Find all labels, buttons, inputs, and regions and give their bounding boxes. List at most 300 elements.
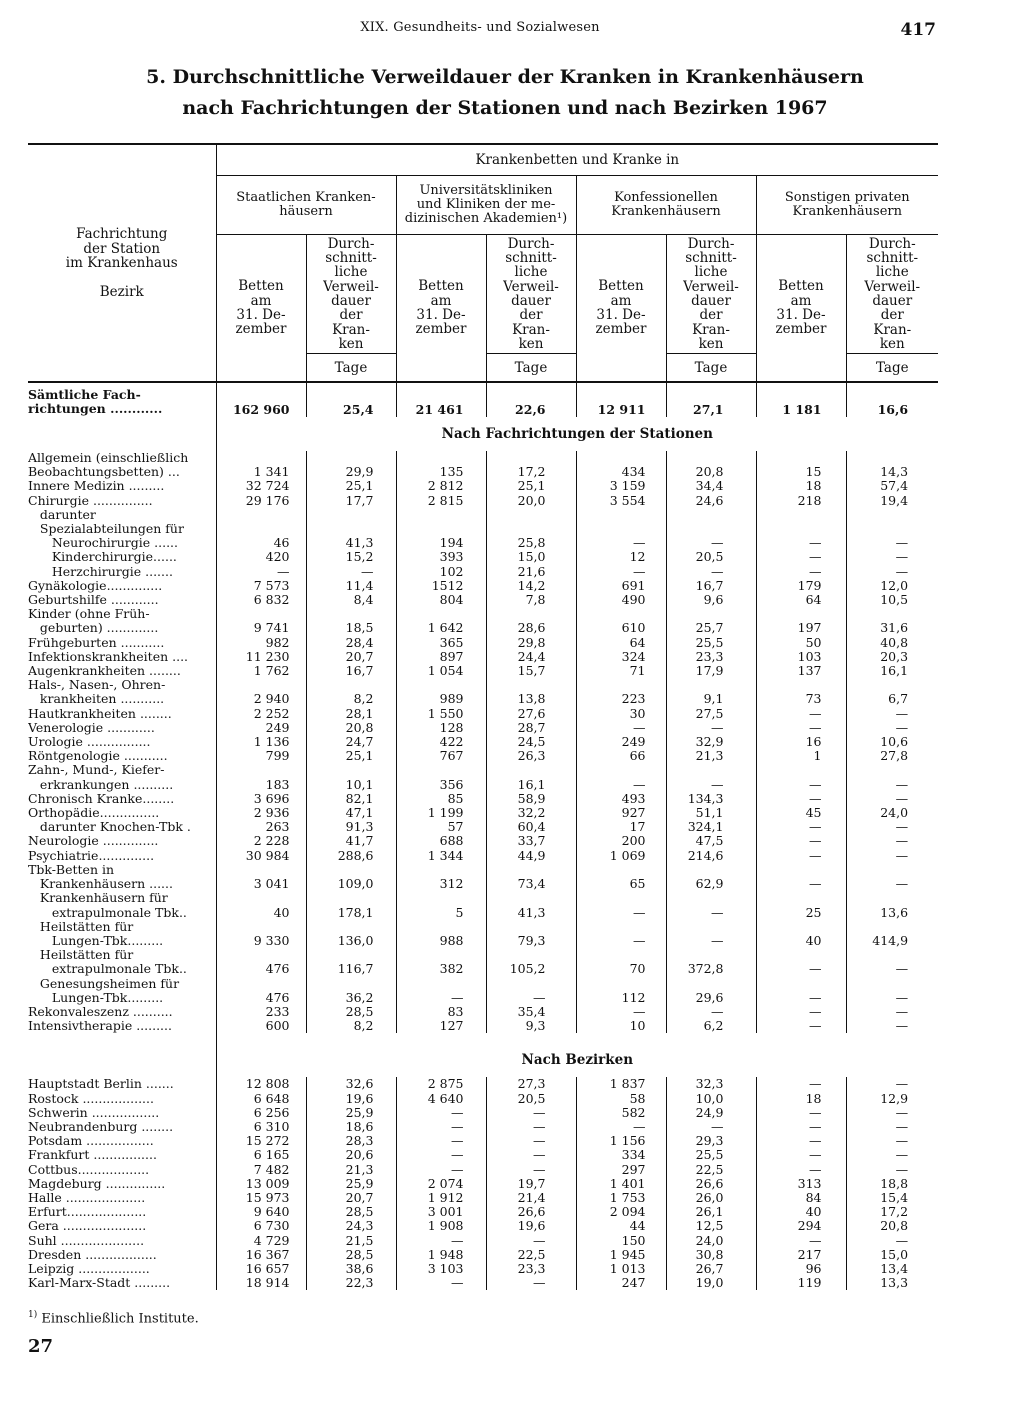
verweildauer-header: [846, 235, 938, 354]
row-label-text: erkrankungen ..........: [28, 777, 174, 792]
value-cell: 20,0: [486, 494, 576, 508]
value-cell: 1 912: [396, 1191, 486, 1205]
value-cell: [216, 607, 306, 621]
value-cell: 6 256: [253, 1104, 290, 1120]
header-line: Durch-: [507, 235, 555, 252]
header-line: liche: [514, 264, 548, 281]
value-cell: 6 310: [253, 1118, 290, 1134]
value-cell: 493: [576, 792, 666, 806]
value-cell: —: [756, 1019, 846, 1033]
value-cell: 10,6: [846, 735, 938, 749]
value-cell: 324,1: [666, 820, 756, 834]
value-cell: 32 724: [245, 478, 290, 494]
value-cell: 356: [396, 778, 486, 792]
table-row: [28, 1205, 938, 1219]
row-label-text: Erfurt....................: [28, 1205, 147, 1220]
value-cell: 8,4: [306, 593, 396, 607]
row-label: [28, 664, 216, 678]
value-cell: —: [846, 820, 938, 834]
table-row: [28, 650, 938, 664]
title-line-2: nach Fachrichtungen der Stationen und nach Bezirken 1967: [182, 97, 828, 119]
row-label-text: Herzchirurgie .......: [28, 564, 173, 579]
value-cell: —: [756, 792, 846, 806]
value-cell: 35,4: [486, 1005, 576, 1019]
value-cell: 393: [396, 550, 486, 564]
table-row: [28, 579, 938, 593]
value-cell: [486, 891, 576, 905]
value-cell: 688: [396, 834, 486, 848]
header-line: ken: [338, 335, 364, 352]
value-cell: 2 228: [253, 833, 290, 849]
value-cell: —: [846, 1148, 938, 1162]
stub-header-line: Bezirk: [99, 283, 144, 300]
row-label: [28, 636, 216, 650]
table-row: [28, 735, 938, 749]
value-cell: [396, 522, 486, 536]
value-cell: 24,4: [486, 650, 576, 664]
row-label: [28, 1148, 216, 1162]
value-cell: 15,2: [306, 550, 396, 564]
value-cell: [756, 508, 846, 522]
value-cell: 18,6: [306, 1120, 396, 1134]
unit-tage: Tage: [306, 354, 396, 383]
value-cell: [666, 607, 756, 621]
value-cell: 41,3: [306, 536, 396, 550]
value-cell: —: [756, 849, 846, 863]
value-cell: 263: [265, 819, 290, 835]
header-line: ken: [879, 335, 905, 352]
row-label-text: Infektionskrankheiten ....: [28, 649, 189, 664]
table-row: [28, 494, 938, 508]
table-row: [28, 962, 938, 976]
value-cell: 476: [265, 989, 290, 1005]
header-line: dauer: [511, 293, 551, 309]
value-cell: 15,4: [846, 1191, 938, 1205]
row-label: [28, 678, 216, 692]
value-cell: 24,3: [306, 1219, 396, 1233]
header-line: dauer: [872, 293, 913, 309]
value-cell: 135: [396, 465, 486, 479]
value-cell: 28,6: [486, 621, 576, 635]
table-row: [28, 749, 938, 763]
value-cell: [756, 977, 846, 991]
row-label-text: Lungen-Tbk.........: [28, 990, 164, 1005]
value-cell: [756, 678, 846, 692]
value-cell: 82,1: [306, 792, 396, 806]
value-cell: [576, 451, 666, 465]
row-label: [28, 1005, 216, 1019]
row-label-text: Neurologie ..............: [28, 834, 159, 849]
value-cell: 600: [265, 1018, 290, 1034]
value-cell: [396, 451, 486, 465]
row-label: [28, 593, 216, 607]
table-row: [28, 1019, 938, 1033]
header-line: 31. De-: [236, 307, 286, 323]
table-row: [28, 664, 938, 678]
row-label-text: Psychiatrie..............: [28, 848, 155, 863]
value-cell: 14,3: [846, 465, 938, 479]
value-cell: 15,0: [846, 1248, 938, 1262]
value-cell: 21,3: [666, 749, 756, 763]
table-row: [28, 948, 938, 962]
total-label: [28, 382, 216, 417]
unit-tage: Tage: [486, 354, 576, 383]
value-cell: —: [576, 778, 666, 792]
row-label-text: Krankenhäusern ......: [28, 877, 173, 892]
value-cell: —: [486, 1120, 576, 1134]
value-cell: [846, 508, 938, 522]
row-label-text: Intensivtherapie .........: [28, 1019, 172, 1034]
row-label: [28, 692, 216, 706]
value-cell: 324: [576, 650, 666, 664]
value-cell: 14,2: [486, 579, 576, 593]
value-cell: [846, 763, 938, 777]
value-cell: [756, 522, 846, 536]
table-row: [28, 806, 938, 820]
row-label-text: Halle ....................: [28, 1190, 146, 1205]
value-cell: —: [756, 1077, 846, 1091]
value-cell: —: [756, 778, 846, 792]
table-row: [28, 1134, 938, 1148]
value-cell: [846, 948, 938, 962]
value-cell: [486, 607, 576, 621]
value-cell: [306, 508, 396, 522]
value-cell: 20,8: [306, 721, 396, 735]
row-label-text: Spezialabteilungen für: [28, 522, 184, 537]
row-label: [28, 792, 216, 806]
spacer-row: [28, 1033, 938, 1043]
value-cell: 51,1: [666, 806, 756, 820]
table-row: [28, 678, 938, 692]
value-cell: 12,9: [846, 1092, 938, 1106]
value-cell: [396, 891, 486, 905]
value-cell: —: [846, 1134, 938, 1148]
value-cell: 382: [396, 962, 486, 976]
value-cell: 2 940: [253, 691, 290, 707]
value-cell: 476: [265, 961, 290, 977]
value-cell: —: [666, 906, 756, 920]
row-label: [28, 1106, 216, 1120]
value-cell: 134,3: [666, 792, 756, 806]
value-cell: 288,6: [306, 849, 396, 863]
row-label-text: Suhl .....................: [28, 1233, 145, 1248]
value-cell: [306, 891, 396, 905]
header-line: dauer: [691, 293, 731, 309]
value-cell: 27,6: [486, 707, 576, 721]
value-cell: [486, 508, 576, 522]
row-label: [28, 494, 216, 508]
value-cell: 26,0: [666, 1191, 756, 1205]
value-cell: —: [846, 1077, 938, 1091]
row-label: [28, 1077, 216, 1091]
value-cell: 10,0: [666, 1092, 756, 1106]
footnote: [28, 1310, 199, 1326]
value-cell: —: [666, 778, 756, 792]
row-label: [28, 650, 216, 664]
value-cell: 247: [576, 1276, 666, 1290]
value-cell: 27,3: [486, 1077, 576, 1091]
value-cell: —: [756, 877, 846, 891]
value-cell: 249: [576, 735, 666, 749]
section-stub: [28, 417, 216, 451]
table-row: [28, 977, 938, 991]
value-cell: 1 642: [396, 621, 486, 635]
value-cell: —: [666, 1005, 756, 1019]
value-cell: 2 812: [396, 479, 486, 493]
value-cell: 313: [756, 1177, 846, 1191]
value-cell: 490: [576, 593, 666, 607]
header-line: am: [610, 292, 632, 309]
value-cell: [396, 763, 486, 777]
row-label-text: Kinder (ohne Früh-: [28, 607, 150, 622]
value-cell: 28,1: [306, 707, 396, 721]
value-cell: —: [846, 849, 938, 863]
value-cell: 989: [396, 692, 486, 706]
value-cell: 40: [273, 904, 290, 920]
value-cell: 19,7: [486, 1177, 576, 1191]
row-label: [28, 565, 216, 579]
header-line: 31. De-: [776, 307, 826, 323]
value-cell: [666, 451, 756, 465]
value-cell: 47,1: [306, 806, 396, 820]
value-cell: —: [486, 1148, 576, 1162]
table-row: [28, 550, 938, 564]
value-cell: 50: [756, 636, 846, 650]
value-cell: —: [846, 536, 938, 550]
stub-header-line: Fachrichtung: [76, 226, 168, 242]
table-row: [28, 863, 938, 877]
header-line: 31. De-: [596, 307, 646, 323]
value-cell: 29,8: [486, 636, 576, 650]
value-cell: —: [396, 991, 486, 1005]
table-row: [28, 891, 938, 905]
value-cell: 2 074: [396, 1177, 486, 1191]
value-cell: 28,7: [486, 721, 576, 735]
value-cell: 9 741: [253, 620, 290, 636]
value-cell: 365: [396, 636, 486, 650]
value-cell: —: [576, 536, 666, 550]
table-row: [28, 607, 938, 621]
value-cell: 9,3: [486, 1019, 576, 1033]
value-cell: 582: [576, 1106, 666, 1120]
table-row: [28, 1191, 938, 1205]
value-cell: 294: [756, 1219, 846, 1233]
value-cell: 17,2: [486, 465, 576, 479]
value-cell: [666, 891, 756, 905]
value-cell: 17: [576, 820, 666, 834]
row-label: [28, 522, 216, 536]
value-cell: [396, 508, 486, 522]
value-cell: —: [846, 1234, 938, 1248]
value-cell: [666, 863, 756, 877]
value-cell: 58: [576, 1092, 666, 1106]
value-cell: —: [396, 1276, 486, 1290]
header-line: Betten: [238, 278, 284, 295]
value-cell: 18,8: [846, 1177, 938, 1191]
value-cell: —: [756, 565, 846, 579]
value-cell: 40,8: [846, 636, 938, 650]
stub-header-line: im Krankenhaus: [65, 255, 178, 271]
value-cell: [486, 863, 576, 877]
value-cell: —: [846, 778, 938, 792]
value-cell: 30,8: [666, 1248, 756, 1262]
value-cell: 194: [396, 536, 486, 550]
row-label: [28, 479, 216, 493]
value-cell: 1 762: [253, 663, 290, 679]
row-label-text: Schwerin .................: [28, 1105, 160, 1120]
row-label-text: Orthopädie...............: [28, 806, 160, 821]
value-cell: 28,3: [306, 1134, 396, 1148]
value-cell: 102: [396, 565, 486, 579]
value-cell: 83: [396, 1005, 486, 1019]
value-cell: 28,5: [306, 1005, 396, 1019]
total-value: 22,6: [486, 382, 576, 417]
group-line: Staatlichen Kranken-: [236, 190, 376, 205]
header-line: zember: [595, 321, 647, 338]
row-label: [28, 863, 216, 877]
row-label-text: Frankfurt ................: [28, 1148, 157, 1163]
total-row: [28, 382, 938, 417]
value-cell: 6 832: [253, 592, 290, 608]
value-cell: 11,4: [306, 579, 396, 593]
value-cell: [756, 920, 846, 934]
value-cell: —: [846, 962, 938, 976]
value-cell: 25: [756, 906, 846, 920]
value-cell: 25,1: [486, 479, 576, 493]
value-cell: —: [756, 721, 846, 735]
header-line: der: [880, 307, 904, 324]
value-cell: 8,2: [306, 692, 396, 706]
value-cell: 29 176: [245, 492, 290, 508]
value-cell: 17,7: [306, 494, 396, 508]
value-cell: 200: [576, 834, 666, 848]
value-cell: 223: [576, 692, 666, 706]
running-title: XIX. Gesundheits- und Sozialwesen: [360, 20, 600, 35]
value-cell: —: [846, 707, 938, 721]
value-cell: 6,2: [666, 1019, 756, 1033]
value-cell: 1 013: [576, 1262, 666, 1276]
row-label: [28, 1191, 216, 1205]
value-cell: 16,7: [306, 664, 396, 678]
row-label: [28, 763, 216, 777]
value-cell: 10,5: [846, 593, 938, 607]
value-cell: [306, 678, 396, 692]
value-cell: 26,6: [486, 1205, 576, 1219]
value-cell: 40: [756, 934, 846, 948]
spacer-cell: [216, 1033, 938, 1043]
header-line: liche: [875, 264, 909, 281]
value-cell: 150: [576, 1234, 666, 1248]
value-cell: 610: [576, 621, 666, 635]
value-cell: 44: [576, 1219, 666, 1233]
value-cell: 20,5: [486, 1092, 576, 1106]
value-cell: 24,5: [486, 735, 576, 749]
value-cell: —: [396, 1134, 486, 1148]
table-row: [28, 1276, 938, 1290]
verweildauer-header: [486, 235, 576, 354]
sheet-signature: 27: [28, 1336, 54, 1357]
betten-header: [216, 235, 306, 383]
value-cell: [216, 863, 306, 877]
row-label: [28, 451, 216, 465]
header-line: am: [250, 292, 272, 309]
value-cell: [576, 678, 666, 692]
value-cell: 420: [265, 549, 290, 565]
value-cell: 1 401: [576, 1177, 666, 1191]
value-cell: 70: [576, 962, 666, 976]
header-line: Verweil-: [864, 278, 921, 295]
row-label-text: Dresden ..................: [28, 1247, 157, 1262]
row-label: [28, 550, 216, 564]
value-cell: 8,2: [306, 1019, 396, 1033]
value-cell: [756, 891, 846, 905]
value-cell: 22,3: [306, 1276, 396, 1290]
value-cell: [306, 920, 396, 934]
value-cell: 26,7: [666, 1262, 756, 1276]
row-label-text: darunter: [28, 507, 96, 522]
verweildauer-header: [666, 235, 756, 354]
value-cell: [846, 891, 938, 905]
value-cell: —: [756, 834, 846, 848]
value-cell: —: [277, 563, 290, 579]
value-cell: [396, 863, 486, 877]
table-row: [28, 536, 938, 550]
value-cell: —: [576, 1120, 666, 1134]
value-cell: 1 069: [576, 849, 666, 863]
table-row: [28, 692, 938, 706]
value-cell: [576, 920, 666, 934]
value-cell: 20,5: [666, 550, 756, 564]
value-cell: 9,6: [666, 593, 756, 607]
table-row: [28, 1120, 938, 1134]
value-cell: [486, 977, 576, 991]
value-cell: 109,0: [306, 877, 396, 891]
row-label: [28, 891, 216, 905]
betten-header: [396, 235, 486, 383]
value-cell: [396, 977, 486, 991]
row-label: [28, 1248, 216, 1262]
value-cell: [306, 607, 396, 621]
row-label: [28, 749, 216, 763]
row-label-text: Hals-, Nasen-, Ohren-: [28, 678, 166, 693]
table-row: [28, 465, 938, 479]
section-stub: [28, 1043, 216, 1077]
row-label: [28, 1019, 216, 1033]
value-cell: 7 573: [253, 577, 290, 593]
value-cell: 20,8: [666, 465, 756, 479]
row-label-text: Allgemein (einschließlich: [28, 451, 189, 465]
value-cell: 214,6: [666, 849, 756, 863]
row-label: [28, 778, 216, 792]
value-cell: 1 199: [396, 806, 486, 820]
value-cell: 927: [576, 806, 666, 820]
value-cell: [216, 920, 306, 934]
value-cell: 1 344: [396, 849, 486, 863]
value-cell: —: [756, 1120, 846, 1134]
header-line: am: [790, 292, 812, 309]
row-label: [28, 607, 216, 621]
value-cell: [756, 863, 846, 877]
table-row: [28, 1177, 938, 1191]
value-cell: 19,6: [486, 1219, 576, 1233]
header-span: Krankenbetten und Kranke in: [216, 144, 938, 176]
value-cell: 112: [576, 991, 666, 1005]
table-row: [28, 792, 938, 806]
value-cell: —: [666, 721, 756, 735]
value-cell: 3 696: [253, 790, 290, 806]
row-label-text: Urologie ................: [28, 735, 151, 750]
table-row: [28, 451, 938, 465]
